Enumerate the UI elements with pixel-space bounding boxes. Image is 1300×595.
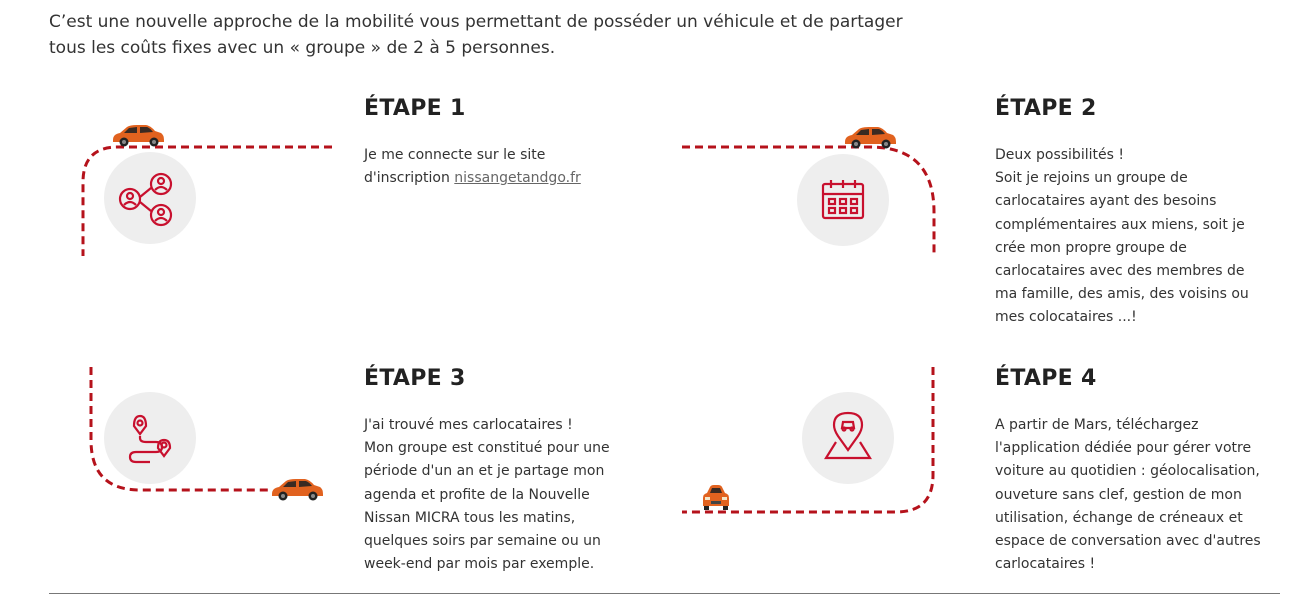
step-3-line: Mon groupe est constitué pour une [364,440,610,457]
step-2-line: Deux possibilités ! [995,147,1124,163]
car-front-icon [699,484,733,512]
step-3-icon-circle [104,392,196,484]
step-4-icon-circle [802,392,894,484]
step-3-line: Nissan MICRA tous les matins, [364,509,576,526]
divider [49,593,1280,594]
step-3-line: quelques soirs par semaine ou un [364,533,601,550]
route-icon [104,392,196,484]
step-2-line: mes colocataires ...! [995,309,1137,326]
step-2-line: carlocataires ayant des besoins [995,193,1217,210]
step-3-line: J'ai trouvé mes carlocataires ! [364,417,573,433]
step-1-description [364,144,581,190]
step-3-title: ÉTAPE 3 [364,366,466,391]
step-4-line: voiture au quotidien : géolocalisation, [995,463,1260,480]
step-3-line: agenda et profite de la Nouvelle [364,486,590,503]
users-network-icon [104,152,196,244]
calendar-icon [797,154,889,246]
step-3-line: période d'un an et je partage mon [364,463,605,480]
step-2-icon-circle [797,154,889,246]
step-2-line: ma famille, des amis, des voisins ou [995,286,1249,303]
car-icon [110,122,166,148]
step-2-line: carlocataires avec des membres de [995,263,1245,280]
step-1-line: Je me connecte sur le site [364,147,546,163]
step-4-line: A partir de Mars, téléchargez [995,417,1199,433]
step-1-line [364,167,581,190]
map-pin-car-icon [802,392,894,484]
step-3-line: week-end par mois par exemple. [364,556,595,573]
step-4-line: espace de conversation avec d'autres [995,533,1261,550]
step-2-line: Soit je rejoins un groupe de [995,170,1188,187]
step-4-line: l'application dédiée pour gérer votre [995,440,1252,457]
step-2-title: ÉTAPE 2 [995,96,1097,121]
step-4-title: ÉTAPE 4 [995,366,1097,391]
step-1-title: ÉTAPE 1 [364,96,466,121]
step-2-line: complémentaires aux miens, soit je [995,216,1245,233]
intro-line-2: tous les coûts fixes avec un « groupe » de 2 à 5 personnes. [49,38,556,58]
step-4-line: utilisation, échange de créneaux et [995,509,1243,526]
car-icon [842,124,898,150]
signup-site-link[interactable]: nissangetandgo.fr [454,170,581,187]
step-2-description [995,144,1249,330]
intro-line-1: C’est une nouvelle approche de la mobilité vous permettant de posséder un véhicule et de partager [49,12,903,32]
step-4-line: carlocataires ! [995,556,1096,573]
step-3-description [364,414,610,576]
step-1-prefix: d'inscription [364,170,455,187]
step-2-line: crée mon propre groupe de [995,239,1187,256]
car-icon [268,476,326,502]
step-1-icon-circle [104,152,196,244]
step-4-line: ouveture sans clef, gestion de mon [995,486,1242,503]
step-4-description [995,414,1261,576]
